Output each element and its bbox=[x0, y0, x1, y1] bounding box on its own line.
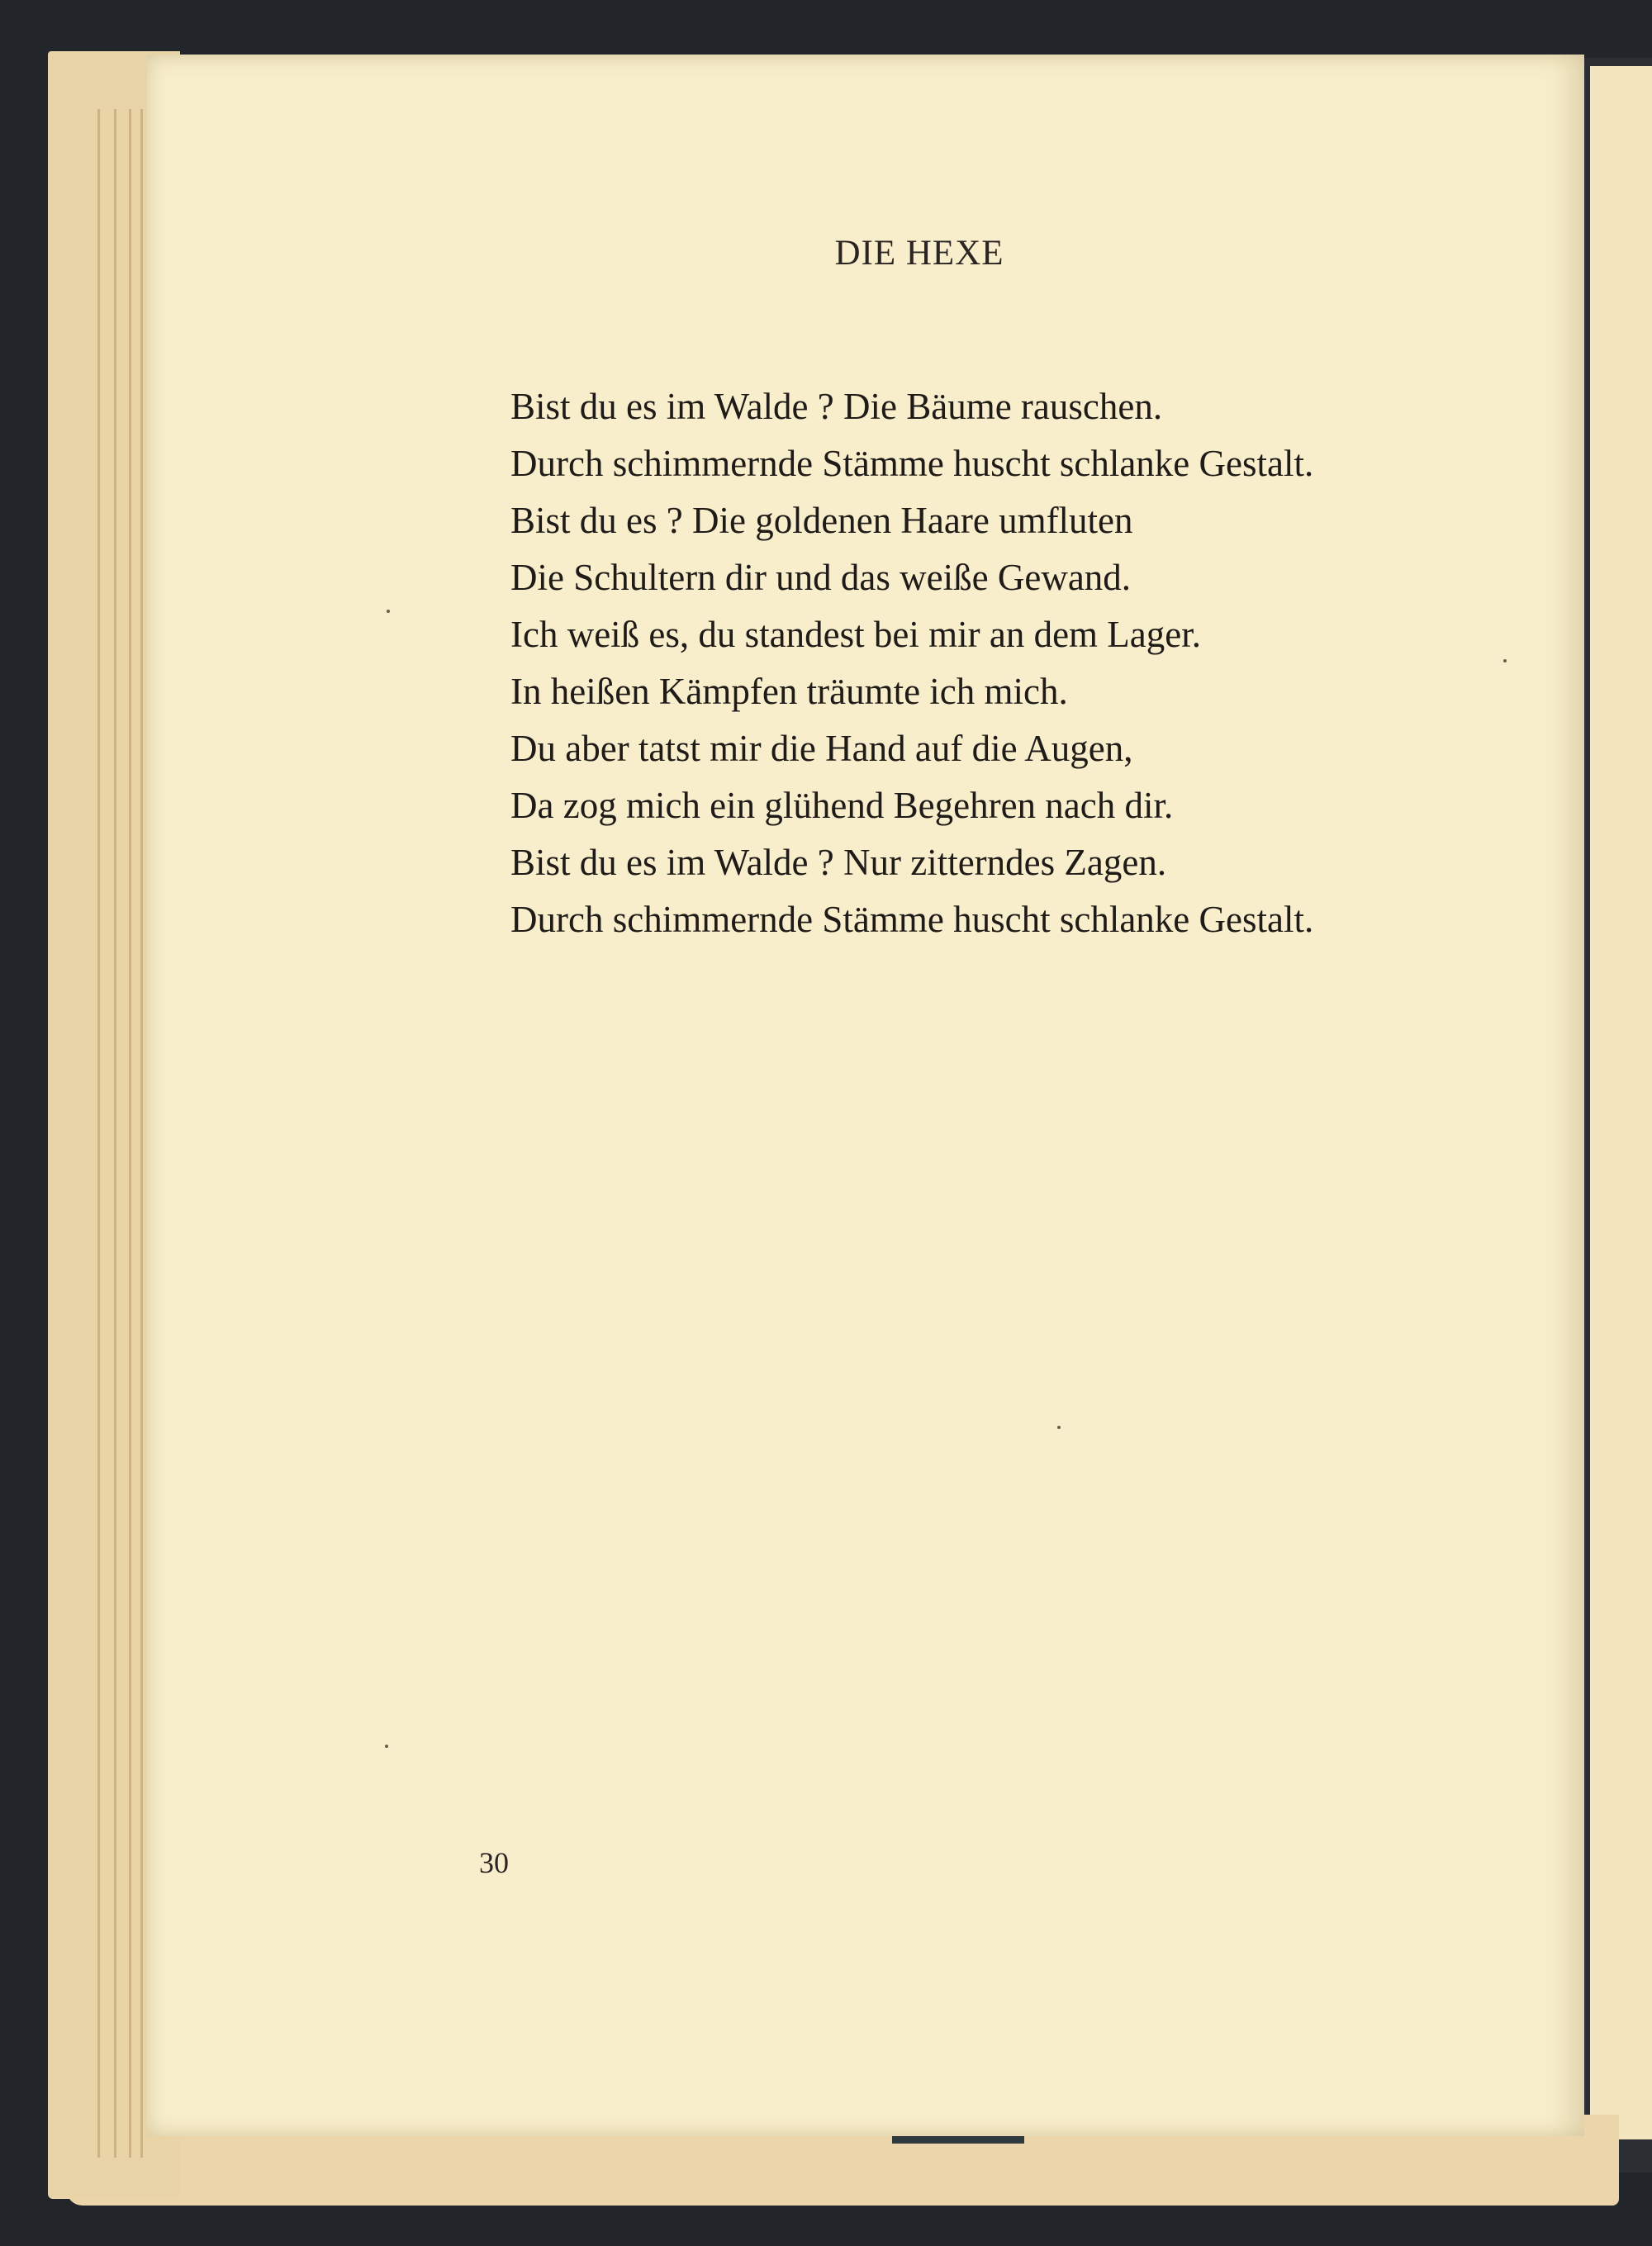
poem-title: DIE HEXE bbox=[834, 234, 1004, 273]
poem-line: In heißen Kämpfen träumte ich mich. bbox=[510, 671, 1068, 712]
page-number: 30 bbox=[479, 1846, 509, 1879]
poem-line: Da zog mich ein glühend Begehren nach dir. bbox=[510, 785, 1174, 826]
paper-speck bbox=[1503, 659, 1507, 662]
poem-line: Die Schultern dir und das weiße Gewand. bbox=[510, 557, 1132, 598]
poem-line: Du aber tatst mir die Hand auf die Augen, bbox=[510, 728, 1133, 769]
page-edge-line bbox=[97, 109, 100, 2158]
paper-speck bbox=[385, 1745, 388, 1748]
paper-speck bbox=[1057, 1426, 1061, 1429]
page-edge-line bbox=[140, 109, 143, 2158]
paper-speck bbox=[387, 610, 390, 613]
poem-line: Bist du es im Walde ? Die Bäume rauschen. bbox=[510, 386, 1163, 427]
page-edge-line bbox=[114, 109, 116, 2158]
book-page bbox=[147, 55, 1584, 2136]
poem-line: Bist du es im Walde ? Nur zitterndes Zagen. bbox=[510, 842, 1167, 883]
poem-body bbox=[510, 378, 1518, 948]
cover-bottom-shadow bbox=[892, 2135, 1024, 2144]
poem-line: Bist du es ? Die goldenen Haare umfluten bbox=[510, 500, 1133, 541]
facing-page-edge bbox=[1590, 66, 1652, 2139]
page-edge-line bbox=[129, 109, 131, 2158]
poem-line: Durch schimmernde Stämme huscht schlanke Gestalt. bbox=[510, 443, 1314, 484]
poem-line: Durch schimmernde Stämme huscht schlanke Gestalt. bbox=[510, 899, 1314, 940]
poem-line: Ich weiß es, du standest bei mir an dem Lager. bbox=[510, 614, 1201, 655]
